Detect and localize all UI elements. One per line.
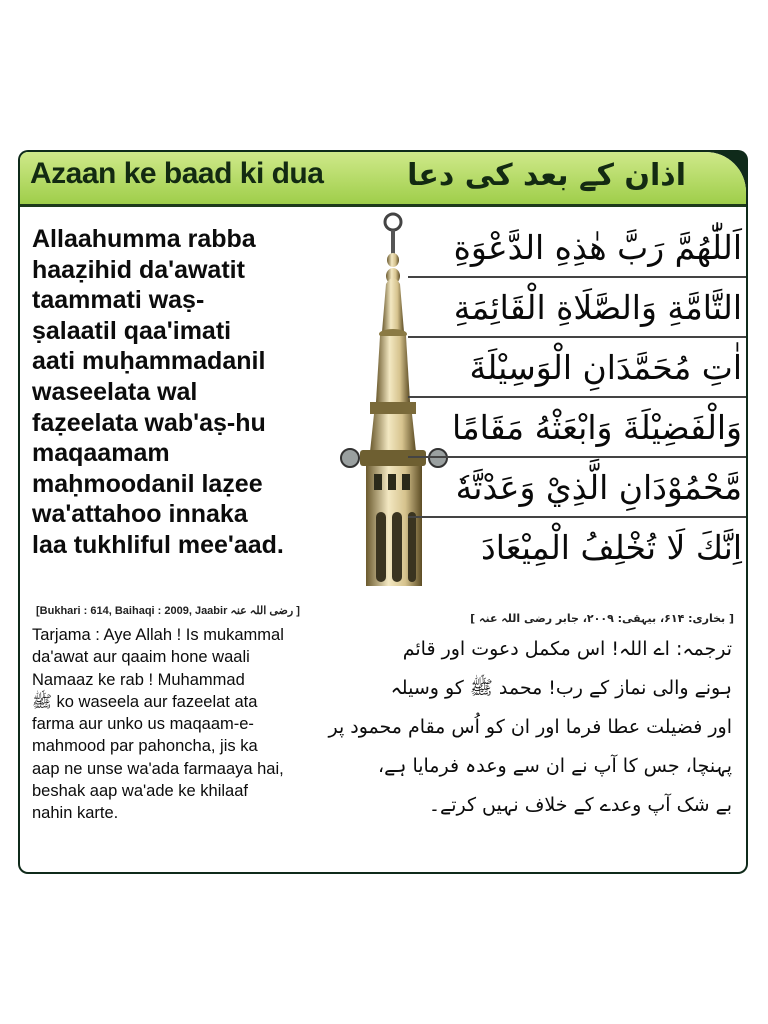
arabic-line: اَللّٰهُمَّ رَبَّ هٰذِهِ الدَّعْوَةِ	[408, 218, 746, 278]
urdu-line: ہونے والی نماز کے رب! محمد ﷺ کو وسیلہ	[390, 677, 732, 699]
translation-urdu	[328, 630, 732, 825]
transliteration-line: waseelata wal	[32, 377, 198, 406]
transliteration-line: ṣalaatil qaa'imati	[32, 316, 232, 345]
transliteration-line: taammati waṣ-	[32, 286, 205, 315]
transliteration-block	[32, 224, 362, 561]
arabic-line: اٰتِ مُحَمَّدَانِ الْوَسِيْلَةَ	[408, 338, 746, 398]
arabic-line: مَّحْمُوْدَانِ الَّذِيْ وَعَدْتَّهٗ	[408, 458, 746, 518]
translation-line: farma aur unko us maqaam-e-	[32, 715, 254, 734]
urdu-line: اور فضیلت عطا فرما اور ان کو اُس مقام محمود پر	[328, 716, 732, 738]
reference-english: [Bukhari : 614, Baihaqi : 2009, Jaabir رضی اللہ عنہ ]	[36, 605, 300, 617]
transliteration-line: faẓeelata wab'aṣ-hu	[32, 408, 266, 437]
translation-line: beshak aap wa'ade ke khilaaf	[32, 782, 248, 801]
transliteration-line: Allaahumma rabba	[32, 225, 256, 253]
arabic-line: اِنَّكَ لَا تُخْلِفُ الْمِيْعَادَ	[481, 528, 742, 567]
transliteration-line: wa'attahoo innaka	[32, 500, 248, 529]
translation-line: nahin karte.	[32, 804, 119, 823]
translation-line: mahmood par pahoncha, jis ka	[32, 737, 258, 756]
dua-card	[18, 150, 748, 874]
transliteration-line: aati muḥammadanil	[32, 347, 266, 376]
urdu-line: پہنچا، جس کا آپ نے ان سے وعدہ فرمایا ہے،	[378, 755, 732, 777]
urdu-line: ترجمہ: اے اللہ! اس مکمل دعوت اور قائم	[402, 638, 732, 660]
title-english: Azaan ke baad ki dua	[30, 157, 324, 190]
title-urdu: اذان کے بعد کی دعا	[407, 158, 686, 193]
translation-line: da'awat aur qaaim hone waali	[32, 648, 250, 667]
translation-line: ﷺ ko waseela aur fazeelat ata	[32, 692, 258, 711]
translation-line: Namaaz ke rab ! Muhammad	[32, 670, 245, 689]
translation-line: aap ne unse wa'ada farmaaya hai,	[32, 759, 284, 778]
arabic-line: التَّامَّةِ وَالصَّلَاةِ الْقَائِمَةِ	[408, 278, 746, 338]
arabic-dua-block	[408, 218, 746, 578]
transliteration-line: laa tukhliful mee'aad.	[32, 530, 284, 559]
translation-line: Tarjama : Aye Allah ! Is mukammal	[32, 626, 284, 644]
reference-urdu: [ بخاری: ۶۱۴، بیہقی: ۲۰۰۹، جابر رضی اللہ عنہ ]	[470, 612, 734, 625]
transliteration-line: haaẓihid da'awatit	[32, 255, 245, 284]
urdu-line: بے شک آپ وعدے کے خلاف نہیں کرتے۔	[428, 794, 732, 816]
header-bar	[20, 152, 746, 207]
transliteration-line: maḥmoodanil laẓee	[32, 469, 263, 498]
dua-card-body	[20, 152, 746, 872]
arabic-line: وَالْفَضِيْلَةَ وَابْعَثْهُ مَقَامًا	[408, 398, 746, 458]
transliteration-line: maqaamam	[32, 439, 170, 468]
